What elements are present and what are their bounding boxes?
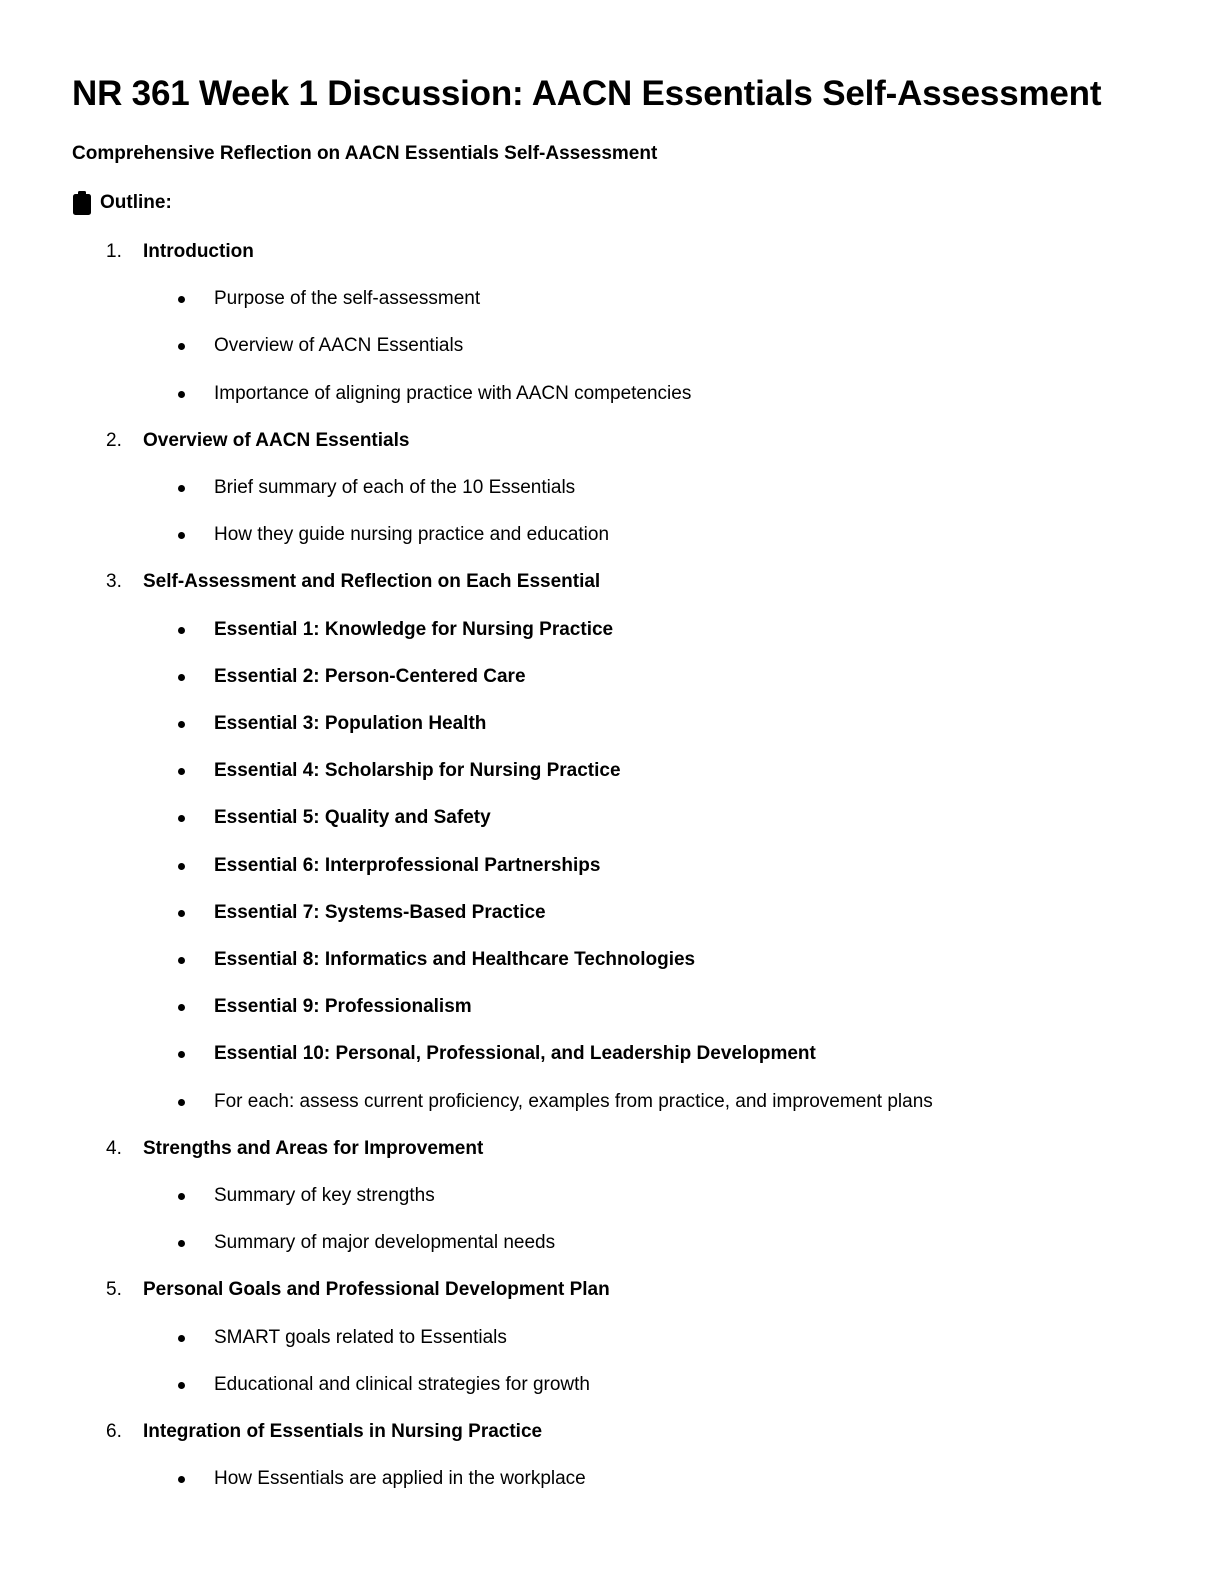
section-number: 2.: [106, 429, 122, 451]
section-number: 1.: [106, 241, 122, 262]
section-number: 5.: [106, 1279, 122, 1301]
section-label: Overview of AACN Essentials: [143, 429, 410, 451]
list-item-text: Essential 10: Personal, Professional, and Leadership Development: [214, 1043, 816, 1065]
bullet-icon: [178, 1099, 185, 1106]
bullet-icon: [178, 1335, 185, 1342]
list-item-text: SMART goals related to Essentials: [214, 1326, 507, 1348]
page-title: NR 361 Week 1 Discussion: AACN Essentials Self-Assessment: [72, 74, 1102, 113]
list-item-text: Essential 3: Population Health: [214, 713, 487, 734]
bullet-icon: [178, 957, 185, 964]
list-item-text: Summary of key strengths: [214, 1185, 435, 1206]
list-item-text: Essential 7: Systems-Based Practice: [214, 901, 546, 923]
page-subtitle: Comprehensive Reflection on AACN Essentials Self-Assessment: [72, 143, 658, 164]
bullet-icon: [178, 1193, 185, 1200]
bullet-icon: [178, 627, 185, 634]
list-item-text: Essential 5: Quality and Safety: [214, 807, 491, 829]
bullet-icon: [178, 674, 185, 681]
bullet-icon: [178, 768, 185, 775]
bullet-icon: [178, 485, 185, 492]
bullet-icon: [178, 532, 185, 539]
list-item-text: Essential 2: Person-Centered Care: [214, 665, 526, 687]
list-item-text: Essential 4: Scholarship for Nursing Practice: [214, 760, 621, 782]
list-item-text: How Essentials are applied in the workplace: [214, 1468, 586, 1490]
section-label: Integration of Essentials in Nursing Practice: [143, 1421, 543, 1442]
list-item-text: For each: assess current proficiency, examples from practice, and improvement plans: [214, 1090, 933, 1112]
bullet-icon: [178, 391, 185, 398]
bullet-icon: [178, 910, 185, 917]
list-item-text: Summary of major developmental needs: [214, 1232, 556, 1254]
list-item-text: How they guide nursing practice and education: [214, 524, 610, 546]
bullet-icon: [178, 296, 185, 303]
list-item-text: Essential 8: Informatics and Healthcare Technologies: [214, 949, 696, 970]
list-item-text: Purpose of the self-assessment: [214, 288, 481, 310]
bullet-icon: [178, 1476, 185, 1483]
list-item-text: Importance of aligning practice with AACN competencies: [214, 382, 692, 404]
section-label: Strengths and Areas for Improvement: [143, 1137, 484, 1159]
section-number: 4.: [106, 1137, 122, 1159]
clipboard-icon: [72, 190, 92, 216]
list-item-text: Educational and clinical strategies for growth: [214, 1373, 590, 1395]
section-label: Introduction: [143, 241, 254, 262]
list-item-text: Essential 9: Professionalism: [214, 996, 472, 1018]
list-item-text: Essential 6: Interprofessional Partnerships: [214, 854, 601, 876]
outline-label: Outline:: [100, 192, 172, 213]
bullet-icon: [178, 343, 185, 350]
bullet-icon: [178, 815, 185, 822]
outline-heading: [72, 190, 172, 216]
section-number: 6.: [106, 1421, 122, 1442]
bullet-icon: [178, 863, 185, 870]
bullet-icon: [178, 721, 185, 728]
section-label: Self-Assessment and Reflection on Each Essential: [143, 571, 601, 593]
list-item-text: Overview of AACN Essentials: [214, 335, 464, 357]
bullet-icon: [178, 1240, 185, 1247]
bullet-icon: [178, 1051, 185, 1058]
section-label: Personal Goals and Professional Development Plan: [143, 1279, 610, 1301]
list-item-text: Brief summary of each of the 10 Essentials: [214, 477, 576, 498]
section-number: 3.: [106, 571, 122, 593]
bullet-icon: [178, 1382, 185, 1389]
bullet-icon: [178, 1004, 185, 1011]
list-item-text: Essential 1: Knowledge for Nursing Practice: [214, 618, 614, 640]
